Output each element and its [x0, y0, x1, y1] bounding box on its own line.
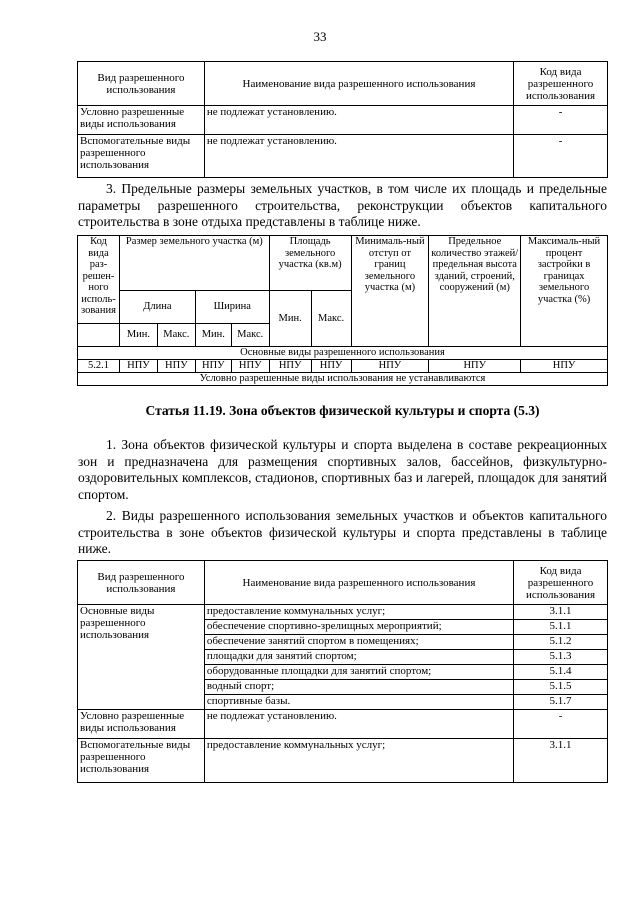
row-type-main: Основные виды разрешенного использования [78, 605, 205, 710]
header-area-min: Мин. [269, 291, 311, 347]
row-type-conditional: Условно разрешенные виды использования [78, 106, 205, 135]
header-setback: Минималь-ный отступ от границ земельного участка (м) [351, 236, 429, 347]
header-plot-size: Размер земельного участка (м) [119, 236, 269, 291]
header-length-min: Мин. [119, 324, 157, 347]
cell-value: НПУ [351, 360, 429, 373]
row-code: - [514, 106, 608, 135]
header-plot-area: Площадь земельного участка (кв.м) [269, 236, 351, 291]
cell-value: НПУ [311, 360, 351, 373]
header-use-code: Код вида разрешенного использования [514, 62, 608, 106]
row-code: 5.1.4 [514, 665, 608, 680]
row-name: площадки для занятий спортом; [204, 650, 513, 665]
paragraph-2: 2. Виды разрешенного использования земельных участков и объектов капитального строительства в зоне объектов физической культуры и спорта представлены в таблице ниже. [78, 508, 607, 556]
row-name: не подлежат установлению. [204, 135, 513, 178]
row-code: 5.1.7 [514, 695, 608, 710]
row-code: 5.1.5 [514, 680, 608, 695]
row-type-auxiliary: Вспомогательные виды разрешенного использования [78, 739, 205, 783]
header-use-type: Вид разрешенного использования [78, 561, 205, 605]
row-type-conditional: Условно разрешенные виды использования [78, 710, 205, 739]
row-name: водный спорт; [204, 680, 513, 695]
section-main-uses: Основные виды разрешенного использования [78, 347, 608, 360]
header-floors-height: Предельное количество этажей/ предельная высота зданий, строений, сооружений (м) [429, 236, 521, 347]
header-use-name: Наименование вида разрешенного использования [204, 62, 513, 106]
cell-value: НПУ [231, 360, 269, 373]
row-name: обеспечение занятий спортом в помещениях; [204, 635, 513, 650]
header-use-name: Наименование вида разрешенного использования [204, 561, 513, 605]
header-coverage: Максималь-ный процент застройки в границах земельного участка (%) [521, 236, 608, 347]
header-length: Длина [119, 291, 195, 324]
header-code: Код вида раз-решен-ного исполь-зования [78, 236, 120, 324]
row-code: 3.1.1 [514, 605, 608, 620]
cell-code: 5.2.1 [78, 360, 120, 373]
row-name: не подлежат установлению. [204, 710, 513, 739]
header-length-max: Макс. [157, 324, 195, 347]
row-name: обеспечение спортивно-зрелищных мероприятий; [204, 620, 513, 635]
header-width-min: Мин. [195, 324, 231, 347]
permitted-use-table-sport [77, 560, 608, 783]
plot-size-limits-table [77, 235, 608, 386]
row-code: 5.1.1 [514, 620, 608, 635]
header-use-type: Вид разрешенного использования [78, 62, 205, 106]
page-number: 33 [313, 29, 327, 44]
cell-value: НПУ [521, 360, 608, 373]
cell-value: НПУ [269, 360, 311, 373]
section-conditional-uses: Условно разрешенные виды использования не устанавливаются [78, 373, 608, 386]
article-title: Статья 11.19. Зона объектов физической культуры и спорта (5.3) [145, 403, 540, 418]
header-width: Ширина [195, 291, 269, 324]
row-name: оборудованные площадки для занятий спортом; [204, 665, 513, 680]
paragraph-1: 1. Зона объектов физической культуры и спорта выделена в составе рекреационных зон и предназначена для размещения спортивных залов, бассейнов, физкультурно-оздоровительных комплексов, стадионов, спортивных баз и лагерей, площадок для занятий спортом. [78, 437, 607, 502]
header-use-code: Код вида разрешенного использования [514, 561, 608, 605]
row-code: - [514, 135, 608, 178]
permitted-use-table-recreation [77, 61, 608, 178]
row-code: 5.1.3 [514, 650, 608, 665]
header-width-max: Макс. [231, 324, 269, 347]
row-name: спортивные базы. [204, 695, 513, 710]
row-code: 5.1.2 [514, 635, 608, 650]
row-name: предоставление коммунальных услуг; [204, 605, 513, 620]
row-code: 3.1.1 [514, 739, 608, 783]
row-code: - [514, 710, 608, 739]
cell-value: НПУ [429, 360, 521, 373]
table-row [78, 360, 608, 373]
cell-value: НПУ [157, 360, 195, 373]
row-name: предоставление коммунальных услуг; [204, 739, 513, 783]
row-name: не подлежат установлению. [204, 106, 513, 135]
row-type-auxiliary: Вспомогательные виды разрешенного использования [78, 135, 205, 178]
header-area-max: Макс. [311, 291, 351, 347]
paragraph-3: 3. Предельные размеры земельных участков, в том числе их площадь и предельные параметры разрешенного строительства, реконструкции объектов капитального строительства в зоне отдыха представлены в таблице ниже. [78, 181, 607, 229]
cell-value: НПУ [195, 360, 231, 373]
cell-value: НПУ [119, 360, 157, 373]
